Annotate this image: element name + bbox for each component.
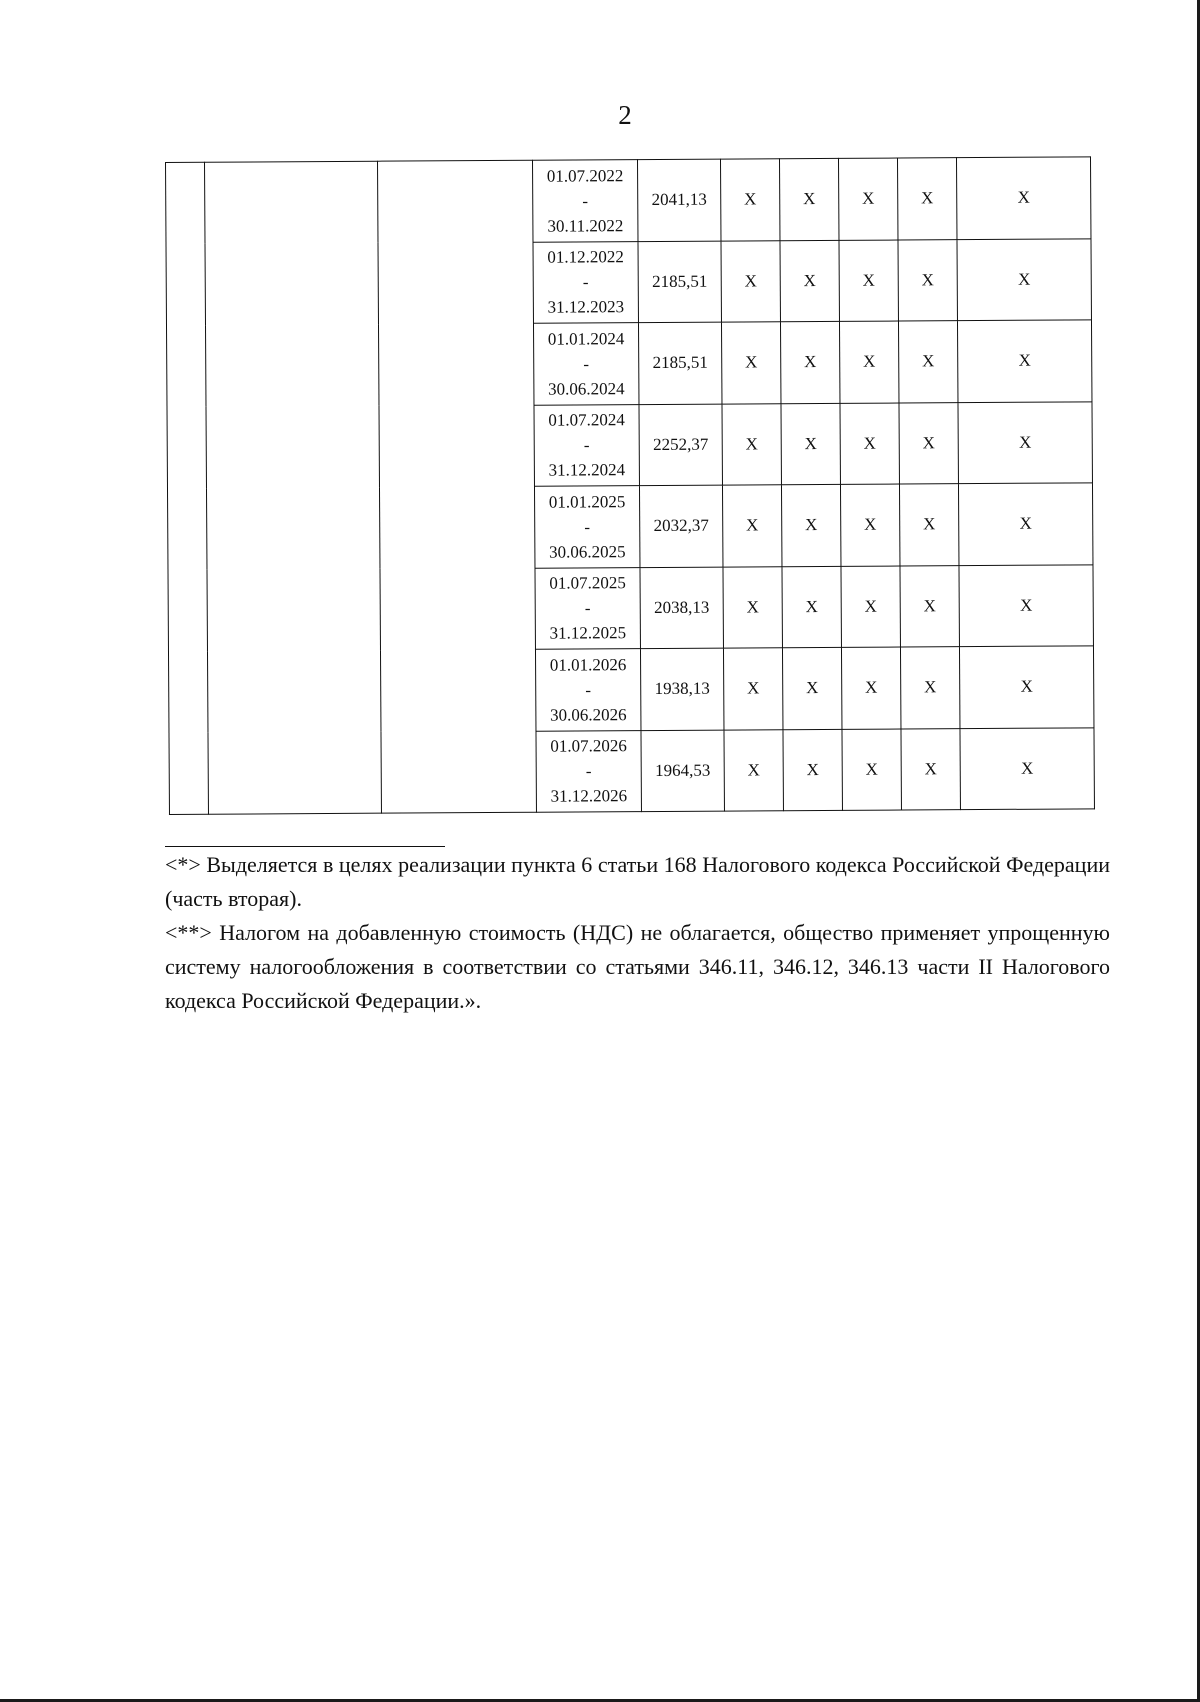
not-applicable-mark-cell: X: [841, 566, 900, 648]
not-applicable-mark-cell: X: [958, 401, 1092, 483]
not-applicable-mark-cell: X: [841, 647, 900, 729]
not-applicable-mark-cell: X: [842, 729, 901, 811]
rate-value-cell: 2185,51: [638, 241, 721, 323]
period-separator: -: [583, 354, 590, 374]
rate-value-cell: 2038,13: [640, 567, 723, 649]
not-applicable-mark-cell: X: [897, 158, 956, 240]
period-cell: [535, 567, 640, 649]
not-applicable-mark-cell: X: [839, 240, 898, 322]
not-applicable-mark-cell: X: [957, 238, 1091, 320]
not-applicable-mark-cell: X: [721, 240, 780, 322]
rate-value-cell: 2185,51: [638, 322, 721, 404]
not-applicable-mark-cell: X: [780, 240, 839, 322]
rate-value-cell: 2041,13: [637, 159, 720, 241]
not-applicable-mark-cell: X: [721, 322, 780, 404]
period-period-start: 01.01.2024: [547, 328, 625, 349]
period-period-end: 30.06.2026: [550, 704, 627, 725]
not-applicable-mark-cell: X: [957, 320, 1091, 402]
period-period-end: 30.11.2022: [547, 215, 624, 236]
not-applicable-mark-cell: X: [900, 647, 959, 729]
period-period-start: 01.12.2022: [547, 247, 624, 267]
not-applicable-mark-cell: X: [723, 566, 782, 648]
not-applicable-mark-cell: X: [781, 484, 840, 566]
not-applicable-mark-cell: X: [959, 564, 1093, 646]
not-applicable-mark-cell: X: [838, 158, 897, 240]
period-cell: [535, 649, 640, 731]
period-cell: [536, 730, 641, 812]
not-applicable-mark-cell: X: [899, 402, 958, 484]
not-applicable-mark-cell: X: [956, 157, 1090, 239]
footnote-2: <**> Налогом на добавленную стоимость (НДС) не облагается, общество применяет упрощенную систему налогообложения в соответствии со статьями 346.11, 346.12, 346.13 части II Налогового кодекса Российской Федерации.».: [165, 920, 1110, 1013]
not-applicable-mark-cell: X: [900, 565, 959, 647]
not-applicable-mark-cell: X: [782, 647, 841, 729]
period-period-end: 31.12.2023: [547, 297, 625, 317]
not-applicable-mark-cell: X: [722, 403, 781, 485]
not-applicable-mark-cell: X: [724, 729, 783, 811]
rate-value-cell: 2032,37: [639, 485, 722, 567]
footnotes: [165, 848, 1110, 1018]
period-period-start: 01.07.2022: [546, 165, 624, 186]
period-separator: -: [584, 517, 591, 537]
not-applicable-mark-cell: X: [840, 403, 899, 485]
table-row: [166, 157, 1091, 244]
not-applicable-mark-cell: X: [899, 484, 958, 566]
not-applicable-mark-cell: X: [783, 729, 842, 811]
not-applicable-mark-cell: X: [779, 158, 838, 240]
period-separator: -: [582, 272, 589, 292]
tariff-table-body: [166, 157, 1095, 815]
period-separator: -: [585, 761, 592, 781]
period-cell: [534, 486, 639, 568]
period-cell: [533, 323, 638, 405]
period-period-end: 30.06.2025: [549, 541, 626, 562]
merged-empty-cell: [166, 162, 209, 814]
not-applicable-mark-cell: X: [720, 159, 779, 241]
period-cell: [533, 241, 638, 323]
footnote-separator: [165, 846, 445, 847]
not-applicable-mark-cell: X: [839, 321, 898, 403]
merged-empty-cell: [205, 161, 382, 814]
tariff-table: [165, 156, 1095, 815]
not-applicable-mark-cell: X: [782, 566, 841, 648]
period-period-end: 30.06.2024: [548, 378, 625, 399]
not-applicable-mark-cell: X: [840, 484, 899, 566]
not-applicable-mark-cell: X: [722, 485, 781, 567]
not-applicable-mark-cell: X: [723, 648, 782, 730]
period-period-start: 01.01.2026: [549, 654, 627, 675]
merged-empty-cell: [377, 160, 536, 813]
not-applicable-mark-cell: X: [901, 728, 960, 810]
period-separator: -: [582, 191, 589, 211]
period-period-start: 01.07.2025: [549, 573, 626, 593]
not-applicable-mark-cell: X: [958, 483, 1092, 565]
period-period-start: 01.07.2024: [548, 410, 625, 430]
period-period-end: 31.12.2025: [549, 623, 627, 643]
page-number: 2: [618, 100, 632, 130]
rate-value-cell: 1964,53: [641, 730, 724, 812]
rate-value-cell: 1938,13: [640, 648, 723, 730]
rate-value-cell: 2252,37: [639, 404, 722, 486]
period-separator: -: [584, 598, 591, 618]
period-period-start: 01.07.2026: [550, 736, 627, 756]
not-applicable-mark-cell: X: [898, 321, 957, 403]
not-applicable-mark-cell: X: [898, 239, 957, 321]
not-applicable-mark-cell: X: [781, 403, 840, 485]
not-applicable-mark-cell: X: [959, 646, 1093, 728]
period-separator: -: [583, 435, 590, 455]
period-period-start: 01.01.2025: [548, 491, 626, 512]
footnote-1: <*> Выделяется в целях реализации пункта 6 статьи 168 Налогового кодекса Российской Федерации (часть вторая).: [165, 852, 1110, 911]
period-cell: [532, 160, 637, 242]
not-applicable-mark-cell: X: [960, 727, 1094, 809]
period-period-end: 31.12.2024: [548, 460, 626, 480]
period-cell: [534, 404, 639, 486]
period-period-end: 31.12.2026: [550, 786, 628, 806]
not-applicable-mark-cell: X: [780, 321, 839, 403]
period-separator: -: [585, 680, 592, 700]
